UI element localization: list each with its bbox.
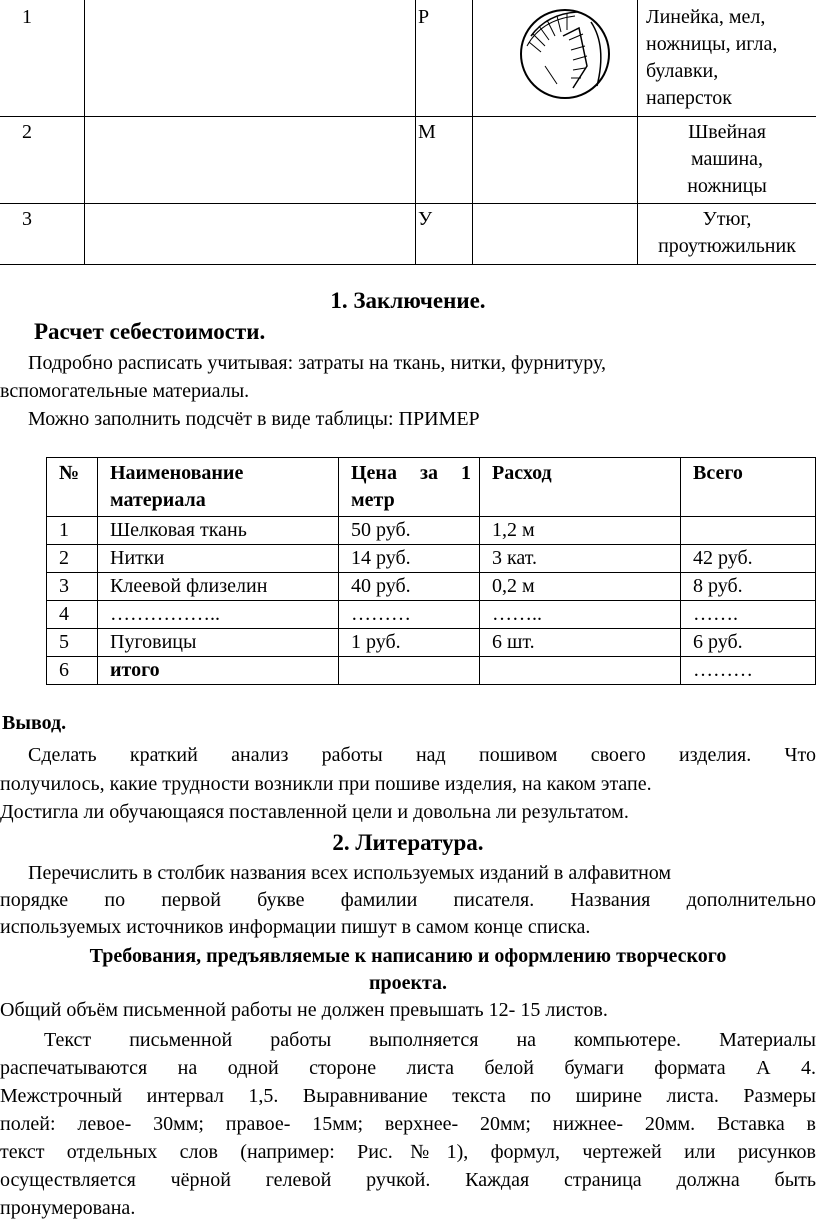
sketch-cell [473, 0, 638, 117]
paragraph-line: Можно заполнить подсчёт в виде таблицы: ПРИМЕР [28, 408, 480, 430]
cell-num: 1 [47, 517, 98, 545]
cell-total: 8 руб. [681, 573, 816, 601]
garment-sketch-icon [517, 6, 613, 102]
empty-cell [85, 117, 416, 204]
row-number: 2 [0, 117, 85, 204]
subheading-cost: Расчет себестоимости. [34, 319, 266, 344]
cell-price: 1 руб. [339, 629, 480, 657]
table-row [47, 601, 816, 629]
requirements-heading-line: проекта. [368, 972, 448, 994]
cell-price: 50 руб. [339, 517, 480, 545]
operation-code: М [416, 117, 473, 204]
paragraph-line: получилось, какие трудности возникли при пошиве изделия, на каком этапе. [0, 773, 652, 795]
cell-name: Шелковая ткань [98, 517, 339, 545]
tools-cell [638, 117, 816, 204]
tools-line: ножницы, игла, [646, 33, 778, 55]
header-name [98, 458, 339, 517]
cell-num: 4 [47, 601, 98, 629]
cell-name: Нитки [98, 545, 339, 573]
table-row [47, 517, 816, 545]
cell-price: 40 руб. [339, 573, 480, 601]
tools-line: наперсток [646, 87, 732, 109]
table-row [47, 545, 816, 573]
paragraph-line: Перечислить в столбик названия всех используемых изданий в алфавитном [28, 862, 672, 884]
paragraph-line: текст отдельных слов (например: Рис.№1), формул, чертежей или рисунков [0, 1141, 816, 1163]
cell-usage [480, 657, 681, 685]
cell-name: Пуговицы [98, 629, 339, 657]
paragraph-line: пронумерована. [0, 1197, 136, 1219]
header-word: Цена [351, 462, 397, 484]
table-row [47, 573, 816, 601]
empty-cell [85, 0, 416, 117]
table-row [0, 0, 816, 117]
cell-price: ……… [339, 601, 480, 629]
equipment-table [0, 0, 816, 265]
header-word: за [419, 462, 438, 484]
cost-table [46, 457, 816, 685]
cell-num: 6 [47, 657, 98, 685]
tools-line: Швейная [688, 121, 766, 143]
cell-usage: 0,2 м [480, 573, 681, 601]
cell-total: 6 руб. [681, 629, 816, 657]
header-line: материала [110, 489, 206, 511]
table-row [47, 629, 816, 657]
operation-code: Р [416, 0, 473, 117]
cell-total: 42 руб. [681, 545, 816, 573]
tools-cell [638, 204, 816, 265]
tools-line: машина, [690, 148, 764, 170]
cell-usage: 1,2 м [480, 517, 681, 545]
tools-line: булавки, [646, 60, 719, 82]
tools-line: Утюг, [702, 208, 752, 230]
paragraph-line: распечатываются на одной стороне листа белой бумаги формата А 4. [0, 1057, 816, 1079]
cell-num: 3 [47, 573, 98, 601]
header-line: метр [351, 489, 395, 511]
table-row [47, 657, 816, 685]
paragraph-line: осуществляется чёрной гелевой ручкой. Каждая страница должна быть [0, 1169, 816, 1191]
conclusion-heading: Вывод. [2, 712, 67, 734]
tools-line: проутюжильник [658, 235, 796, 257]
paragraph-line: вспомогательные материалы. [0, 380, 250, 402]
table-row [0, 204, 816, 265]
paragraph-line: Сделать краткий анализ работы над пошивом своего изделия. Что [28, 744, 816, 766]
section-heading-conclusion: 1. Заключение. [330, 288, 486, 313]
header-usage: Расход [480, 458, 681, 517]
header-price [339, 458, 480, 517]
paragraph-line: полей: левое- 30мм; правое- 15мм; верхнее- 20мм; нижнее- 20мм. Вставка в [0, 1113, 816, 1135]
empty-cell [473, 204, 638, 265]
section-heading-literature: 2. Литература. [332, 830, 484, 855]
cell-price: 14 руб. [339, 545, 480, 573]
paragraph-line: Достигла ли обучающаяся поставленной цели и довольна ли результатом. [0, 801, 629, 823]
row-number: 3 [0, 204, 85, 265]
cell-usage: 3 кат. [480, 545, 681, 573]
cell-usage: 6 шт. [480, 629, 681, 657]
cell-price [339, 657, 480, 685]
cell-total [681, 517, 816, 545]
tools-line: Линейка, мел, [646, 6, 766, 28]
tools-line: ножницы [687, 175, 767, 197]
cell-name: Клеевой флизелин [98, 573, 339, 601]
empty-cell [85, 204, 416, 265]
cell-usage: …….. [480, 601, 681, 629]
paragraph-line: порядке по первой букве фамилии писателя. Названия дополнительно [0, 889, 816, 911]
cell-name-total: итого [98, 657, 339, 685]
header-line: Наименование [110, 462, 244, 484]
cell-name: …………….. [98, 601, 339, 629]
paragraph-line: Подробно расписать учитывая: затраты на ткань, нитки, фурнитуру, [28, 352, 607, 374]
header-total: Всего [681, 458, 816, 517]
row-number: 1 [0, 0, 85, 117]
header-line [351, 460, 479, 487]
operation-code: У [416, 204, 473, 265]
paragraph-line: Межстрочный интервал 1,5. Выравнивание текста по ширине листа. Размеры [0, 1085, 816, 1107]
paragraph-line: Текст письменной работы выполняется на компьютере. Материалы [44, 1029, 816, 1051]
empty-cell [473, 117, 638, 204]
cell-num: 5 [47, 629, 98, 657]
header-num: № [47, 458, 98, 517]
paragraph-line: Общий объём письменной работы не должен превышать 12- 15 листов. [0, 999, 608, 1021]
header-word: 1 [460, 462, 471, 484]
paragraph-line: используемых источников информации пишут в самом конце списка. [0, 916, 591, 938]
cell-num: 2 [47, 545, 98, 573]
table-header-row [47, 458, 816, 517]
tools-cell [638, 0, 816, 117]
cell-total: ……… [681, 657, 816, 685]
table-row [0, 117, 816, 204]
requirements-heading-line: Требования, предъявляемые к написанию и оформлению творческого [89, 945, 727, 967]
cell-total: ……. [681, 601, 816, 629]
